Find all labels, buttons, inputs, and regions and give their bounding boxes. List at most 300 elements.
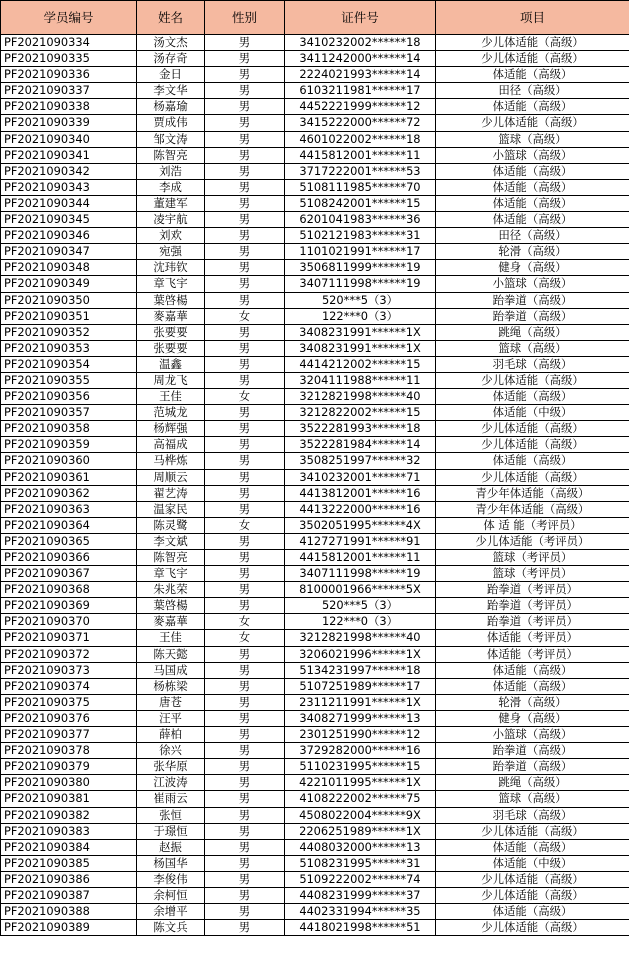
cell-student-id: PF2021090361 <box>1 469 137 485</box>
cell-program: 跆拳道（考评员） <box>436 614 629 630</box>
cell-program: 体适能（高级） <box>436 453 629 469</box>
table-row <box>1 228 629 244</box>
cell-id-number: 3410232001******71 <box>285 469 436 485</box>
cell-gender: 男 <box>205 694 285 710</box>
table-row <box>1 51 629 67</box>
cell-id-number: 2311211991******1X <box>285 694 436 710</box>
cell-gender: 女 <box>205 389 285 405</box>
cell-program: 体适能（中级） <box>436 855 629 871</box>
cell-name: 唐苍 <box>137 694 205 710</box>
cell-program: 轮滑（高级） <box>436 244 629 260</box>
table-row <box>1 646 629 662</box>
cell-gender: 男 <box>205 920 285 936</box>
cell-id-number: 4221011995******1X <box>285 775 436 791</box>
cell-id-number: 4601022002******18 <box>285 131 436 147</box>
cell-student-id: PF2021090388 <box>1 904 137 920</box>
table-row <box>1 823 629 839</box>
cell-gender: 男 <box>205 887 285 903</box>
table-body <box>1 35 629 936</box>
cell-name: 汤存奇 <box>137 51 205 67</box>
cell-student-id: PF2021090353 <box>1 340 137 356</box>
table-row <box>1 437 629 453</box>
cell-gender: 男 <box>205 324 285 340</box>
cell-gender: 男 <box>205 759 285 775</box>
cell-id-number: 5108111985******70 <box>285 179 436 195</box>
cell-student-id: PF2021090348 <box>1 260 137 276</box>
cell-program: 小篮球（高级） <box>436 276 629 292</box>
table-row <box>1 292 629 308</box>
cell-name: 余增平 <box>137 904 205 920</box>
cell-name: 张要要 <box>137 324 205 340</box>
table-row <box>1 807 629 823</box>
table-row <box>1 212 629 228</box>
cell-program: 轮滑（高级） <box>436 694 629 710</box>
cell-student-id: PF2021090347 <box>1 244 137 260</box>
cell-gender: 女 <box>205 630 285 646</box>
cell-program: 少儿体适能（高级） <box>436 372 629 388</box>
cell-name: 邹文涛 <box>137 131 205 147</box>
cell-program: 健身（高级） <box>436 710 629 726</box>
table-row <box>1 678 629 694</box>
header-gender: 性别 <box>205 1 285 35</box>
cell-name: 贾成伟 <box>137 115 205 131</box>
cell-name: 汤文杰 <box>137 35 205 51</box>
cell-program: 跆拳道（高级） <box>436 292 629 308</box>
cell-id-number: 3408231991******1X <box>285 324 436 340</box>
cell-id-number: 3407111998******19 <box>285 276 436 292</box>
cell-id-number: 3508251997******32 <box>285 453 436 469</box>
cell-program: 体 适 能（考评员） <box>436 517 629 533</box>
cell-id-number: 3408271999******13 <box>285 710 436 726</box>
cell-name: 宛强 <box>137 244 205 260</box>
cell-id-number: 5107251989******17 <box>285 678 436 694</box>
cell-program: 体适能（高级） <box>436 179 629 195</box>
table-row <box>1 163 629 179</box>
cell-student-id: PF2021090342 <box>1 163 137 179</box>
cell-name: 陈天懿 <box>137 646 205 662</box>
cell-gender: 男 <box>205 228 285 244</box>
cell-id-number: 4508022004******9X <box>285 807 436 823</box>
cell-student-id: PF2021090389 <box>1 920 137 936</box>
cell-program: 少儿体适能（高级） <box>436 920 629 936</box>
cell-name: 温鑫 <box>137 356 205 372</box>
cell-name: 李文斌 <box>137 533 205 549</box>
cell-gender: 男 <box>205 855 285 871</box>
cell-name: 董建军 <box>137 195 205 211</box>
cell-id-number: 3212821998******40 <box>285 389 436 405</box>
table-row <box>1 372 629 388</box>
cell-id-number: 2206251989******1X <box>285 823 436 839</box>
cell-student-id: PF2021090355 <box>1 372 137 388</box>
cell-gender: 男 <box>205 743 285 759</box>
cell-student-id: PF2021090360 <box>1 453 137 469</box>
cell-gender: 男 <box>205 646 285 662</box>
cell-gender: 男 <box>205 775 285 791</box>
cell-id-number: 3410232002******18 <box>285 35 436 51</box>
cell-student-id: PF2021090354 <box>1 356 137 372</box>
cell-program: 篮球（考评员） <box>436 566 629 582</box>
cell-gender: 男 <box>205 372 285 388</box>
table-row <box>1 453 629 469</box>
cell-program: 篮球（高级） <box>436 340 629 356</box>
cell-name: 高福成 <box>137 437 205 453</box>
cell-student-id: PF2021090369 <box>1 598 137 614</box>
table-row <box>1 131 629 147</box>
cell-gender: 男 <box>205 212 285 228</box>
header-student-id: 学员编号 <box>1 1 137 35</box>
table-row <box>1 582 629 598</box>
cell-program: 少儿体适能（高级） <box>436 887 629 903</box>
cell-program: 少儿体适能（高级） <box>436 51 629 67</box>
cell-name: 章飞宇 <box>137 276 205 292</box>
cell-name: 周龙飞 <box>137 372 205 388</box>
cell-id-number: 520***5（3） <box>285 598 436 614</box>
cell-student-id: PF2021090341 <box>1 147 137 163</box>
cell-program: 少儿体适能（高级） <box>436 115 629 131</box>
cell-name: 麥嘉華 <box>137 614 205 630</box>
cell-gender: 男 <box>205 260 285 276</box>
cell-program: 篮球（考评员） <box>436 550 629 566</box>
cell-student-id: PF2021090356 <box>1 389 137 405</box>
table-row <box>1 904 629 920</box>
table-row <box>1 533 629 549</box>
cell-name: 周顺云 <box>137 469 205 485</box>
table-row <box>1 35 629 51</box>
cell-student-id: PF2021090381 <box>1 791 137 807</box>
cell-gender: 男 <box>205 453 285 469</box>
cell-id-number: 3206021996******1X <box>285 646 436 662</box>
cell-gender: 男 <box>205 727 285 743</box>
cell-program: 田径（高级） <box>436 228 629 244</box>
cell-gender: 男 <box>205 131 285 147</box>
header-id-number: 证件号 <box>285 1 436 35</box>
cell-program: 体适能（考评员） <box>436 646 629 662</box>
cell-program: 体适能（高级） <box>436 163 629 179</box>
cell-student-id: PF2021090362 <box>1 485 137 501</box>
cell-id-number: 6201041983******36 <box>285 212 436 228</box>
cell-gender: 男 <box>205 115 285 131</box>
cell-program: 跳绳（高级） <box>436 324 629 340</box>
cell-gender: 女 <box>205 308 285 324</box>
table-row <box>1 855 629 871</box>
cell-student-id: PF2021090367 <box>1 566 137 582</box>
cell-id-number: 3204111988******11 <box>285 372 436 388</box>
cell-name: 范城龙 <box>137 405 205 421</box>
cell-name: 江波涛 <box>137 775 205 791</box>
cell-name: 章飞宇 <box>137 566 205 582</box>
table-row <box>1 920 629 936</box>
table-row <box>1 324 629 340</box>
cell-program: 少儿体适能（考评员） <box>436 533 629 549</box>
cell-name: 汪平 <box>137 710 205 726</box>
cell-student-id: PF2021090368 <box>1 582 137 598</box>
cell-program: 跆拳道（高级） <box>436 308 629 324</box>
table-row <box>1 517 629 533</box>
cell-name: 葉啓楊 <box>137 292 205 308</box>
cell-id-number: 3522281993******18 <box>285 421 436 437</box>
cell-program: 跆拳道（高级） <box>436 759 629 775</box>
cell-student-id: PF2021090378 <box>1 743 137 759</box>
table-row <box>1 276 629 292</box>
cell-id-number: 4418021998******51 <box>285 920 436 936</box>
table-row <box>1 759 629 775</box>
cell-program: 少儿体适能（高级） <box>436 469 629 485</box>
cell-gender: 男 <box>205 437 285 453</box>
cell-id-number: 5108231995******31 <box>285 855 436 871</box>
cell-id-number: 122***0（3） <box>285 308 436 324</box>
cell-name: 朱兆荣 <box>137 582 205 598</box>
cell-id-number: 4408032000******13 <box>285 839 436 855</box>
cell-program: 体适能（高级） <box>436 839 629 855</box>
cell-gender: 男 <box>205 421 285 437</box>
cell-student-id: PF2021090386 <box>1 871 137 887</box>
cell-id-number: 5102121983******31 <box>285 228 436 244</box>
table-row <box>1 356 629 372</box>
table-row <box>1 340 629 356</box>
cell-id-number: 3411242000******14 <box>285 51 436 67</box>
cell-student-id: PF2021090351 <box>1 308 137 324</box>
cell-gender: 男 <box>205 195 285 211</box>
cell-id-number: 4402331994******35 <box>285 904 436 920</box>
cell-gender: 男 <box>205 51 285 67</box>
cell-id-number: 5110231995******15 <box>285 759 436 775</box>
table-row <box>1 775 629 791</box>
cell-name: 李文华 <box>137 83 205 99</box>
cell-program: 少儿体适能（高级） <box>436 35 629 51</box>
cell-name: 杨栋梁 <box>137 678 205 694</box>
cell-name: 王佳 <box>137 630 205 646</box>
table-row <box>1 871 629 887</box>
table-row <box>1 99 629 115</box>
cell-student-id: PF2021090345 <box>1 212 137 228</box>
cell-student-id: PF2021090339 <box>1 115 137 131</box>
cell-student-id: PF2021090344 <box>1 195 137 211</box>
cell-gender: 男 <box>205 405 285 421</box>
cell-id-number: 122***0（3） <box>285 614 436 630</box>
cell-name: 凌宇航 <box>137 212 205 228</box>
cell-program: 跳绳（高级） <box>436 775 629 791</box>
table-row <box>1 115 629 131</box>
cell-name: 金日 <box>137 67 205 83</box>
cell-student-id: PF2021090336 <box>1 67 137 83</box>
cell-gender: 男 <box>205 83 285 99</box>
cell-gender: 男 <box>205 839 285 855</box>
cell-gender: 女 <box>205 517 285 533</box>
cell-id-number: 4415812001******11 <box>285 147 436 163</box>
table-row <box>1 710 629 726</box>
header-row <box>1 1 629 35</box>
cell-program: 少儿体适能（高级） <box>436 871 629 887</box>
cell-gender: 男 <box>205 244 285 260</box>
cell-student-id: PF2021090365 <box>1 533 137 549</box>
cell-student-id: PF2021090375 <box>1 694 137 710</box>
table-row <box>1 566 629 582</box>
cell-student-id: PF2021090364 <box>1 517 137 533</box>
cell-gender: 男 <box>205 678 285 694</box>
table-row <box>1 630 629 646</box>
cell-program: 田径（高级） <box>436 83 629 99</box>
cell-gender: 男 <box>205 356 285 372</box>
cell-student-id: PF2021090385 <box>1 855 137 871</box>
cell-program: 体适能（高级） <box>436 99 629 115</box>
cell-name: 刘浩 <box>137 163 205 179</box>
table-row <box>1 195 629 211</box>
cell-gender: 男 <box>205 179 285 195</box>
cell-name: 翟艺涛 <box>137 485 205 501</box>
table-row <box>1 179 629 195</box>
cell-id-number: 3717222001******53 <box>285 163 436 179</box>
cell-gender: 男 <box>205 163 285 179</box>
cell-id-number: 520***5（3） <box>285 292 436 308</box>
cell-program: 体适能（高级） <box>436 195 629 211</box>
table-row <box>1 421 629 437</box>
cell-program: 体适能（考评员） <box>436 630 629 646</box>
cell-name: 马国成 <box>137 662 205 678</box>
cell-id-number: 2224021993******14 <box>285 67 436 83</box>
header-name: 姓名 <box>137 1 205 35</box>
cell-program: 体适能（高级） <box>436 389 629 405</box>
cell-student-id: PF2021090387 <box>1 887 137 903</box>
cell-name: 沈玮钦 <box>137 260 205 276</box>
cell-name: 李俊伟 <box>137 871 205 887</box>
cell-program: 少儿体适能（高级） <box>436 437 629 453</box>
cell-student-id: PF2021090372 <box>1 646 137 662</box>
cell-student-id: PF2021090334 <box>1 35 137 51</box>
cell-name: 陈灵鹭 <box>137 517 205 533</box>
cell-program: 少儿体适能（高级） <box>436 421 629 437</box>
cell-student-id: PF2021090363 <box>1 501 137 517</box>
cell-student-id: PF2021090383 <box>1 823 137 839</box>
cell-id-number: 5109222002******74 <box>285 871 436 887</box>
cell-program: 体适能（高级） <box>436 904 629 920</box>
cell-program: 少儿体适能（高级） <box>436 823 629 839</box>
cell-program: 体适能（高级） <box>436 67 629 83</box>
cell-name: 麥嘉華 <box>137 308 205 324</box>
cell-id-number: 3212821998******40 <box>285 630 436 646</box>
table-row <box>1 405 629 421</box>
cell-student-id: PF2021090340 <box>1 131 137 147</box>
table-row <box>1 147 629 163</box>
cell-id-number: 4414212002******15 <box>285 356 436 372</box>
cell-student-id: PF2021090352 <box>1 324 137 340</box>
table-row <box>1 389 629 405</box>
cell-id-number: 6103211981******17 <box>285 83 436 99</box>
cell-name: 张恒 <box>137 807 205 823</box>
cell-name: 张要要 <box>137 340 205 356</box>
cell-name: 陈智亮 <box>137 147 205 163</box>
cell-student-id: PF2021090377 <box>1 727 137 743</box>
cell-id-number: 4415812001******11 <box>285 550 436 566</box>
table-row <box>1 839 629 855</box>
cell-student-id: PF2021090359 <box>1 437 137 453</box>
cell-gender: 男 <box>205 566 285 582</box>
table-row <box>1 485 629 501</box>
table-row <box>1 598 629 614</box>
cell-name: 于璟恒 <box>137 823 205 839</box>
cell-id-number: 3729282000******16 <box>285 743 436 759</box>
table-row <box>1 550 629 566</box>
cell-program: 篮球（高级） <box>436 791 629 807</box>
cell-name: 刘欢 <box>137 228 205 244</box>
cell-program: 体适能（高级） <box>436 212 629 228</box>
cell-program: 健身（高级） <box>436 260 629 276</box>
cell-id-number: 2301251990******12 <box>285 727 436 743</box>
cell-name: 崔雨云 <box>137 791 205 807</box>
cell-program: 跆拳道（考评员） <box>436 598 629 614</box>
cell-id-number: 8100001966******5X <box>285 582 436 598</box>
cell-program: 体适能（中级） <box>436 405 629 421</box>
cell-name: 薛柏 <box>137 727 205 743</box>
cell-student-id: PF2021090374 <box>1 678 137 694</box>
table-row <box>1 727 629 743</box>
cell-student-id: PF2021090370 <box>1 614 137 630</box>
cell-gender: 男 <box>205 501 285 517</box>
cell-gender: 男 <box>205 807 285 823</box>
cell-student-id: PF2021090346 <box>1 228 137 244</box>
cell-student-id: PF2021090350 <box>1 292 137 308</box>
table-header <box>1 1 629 35</box>
cell-student-id: PF2021090343 <box>1 179 137 195</box>
cell-gender: 男 <box>205 550 285 566</box>
table-row <box>1 260 629 276</box>
cell-student-id: PF2021090380 <box>1 775 137 791</box>
cell-gender: 男 <box>205 904 285 920</box>
cell-program: 青少年体适能（高级） <box>436 485 629 501</box>
table-row <box>1 67 629 83</box>
cell-name: 葉啓楊 <box>137 598 205 614</box>
cell-name: 杨国华 <box>137 855 205 871</box>
table-row <box>1 308 629 324</box>
cell-gender: 男 <box>205 67 285 83</box>
cell-gender: 男 <box>205 710 285 726</box>
cell-name: 杨嘉瑜 <box>137 99 205 115</box>
cell-id-number: 4413222000******16 <box>285 501 436 517</box>
cell-name: 李成 <box>137 179 205 195</box>
cell-name: 杨辉强 <box>137 421 205 437</box>
table-row <box>1 662 629 678</box>
cell-gender: 男 <box>205 276 285 292</box>
cell-name: 温家民 <box>137 501 205 517</box>
cell-id-number: 3407111998******19 <box>285 566 436 582</box>
cell-student-id: PF2021090337 <box>1 83 137 99</box>
table-row <box>1 83 629 99</box>
cell-id-number: 4127271991******91 <box>285 533 436 549</box>
cell-student-id: PF2021090358 <box>1 421 137 437</box>
table-row <box>1 469 629 485</box>
cell-gender: 男 <box>205 99 285 115</box>
cell-program: 青少年体适能（高级） <box>436 501 629 517</box>
table-row <box>1 501 629 517</box>
cell-student-id: PF2021090335 <box>1 51 137 67</box>
table-row <box>1 887 629 903</box>
cell-student-id: PF2021090376 <box>1 710 137 726</box>
header-program: 项目 <box>436 1 629 35</box>
cell-gender: 男 <box>205 485 285 501</box>
cell-name: 徐兴 <box>137 743 205 759</box>
cell-gender: 男 <box>205 533 285 549</box>
cell-gender: 男 <box>205 292 285 308</box>
cell-id-number: 3522281984******14 <box>285 437 436 453</box>
cell-gender: 男 <box>205 147 285 163</box>
cell-id-number: 1101021991******17 <box>285 244 436 260</box>
cell-gender: 男 <box>205 871 285 887</box>
cell-id-number: 5134231997******18 <box>285 662 436 678</box>
cell-student-id: PF2021090357 <box>1 405 137 421</box>
cell-program: 篮球（高级） <box>436 131 629 147</box>
cell-student-id: PF2021090382 <box>1 807 137 823</box>
cell-student-id: PF2021090349 <box>1 276 137 292</box>
cell-name: 陈智亮 <box>137 550 205 566</box>
